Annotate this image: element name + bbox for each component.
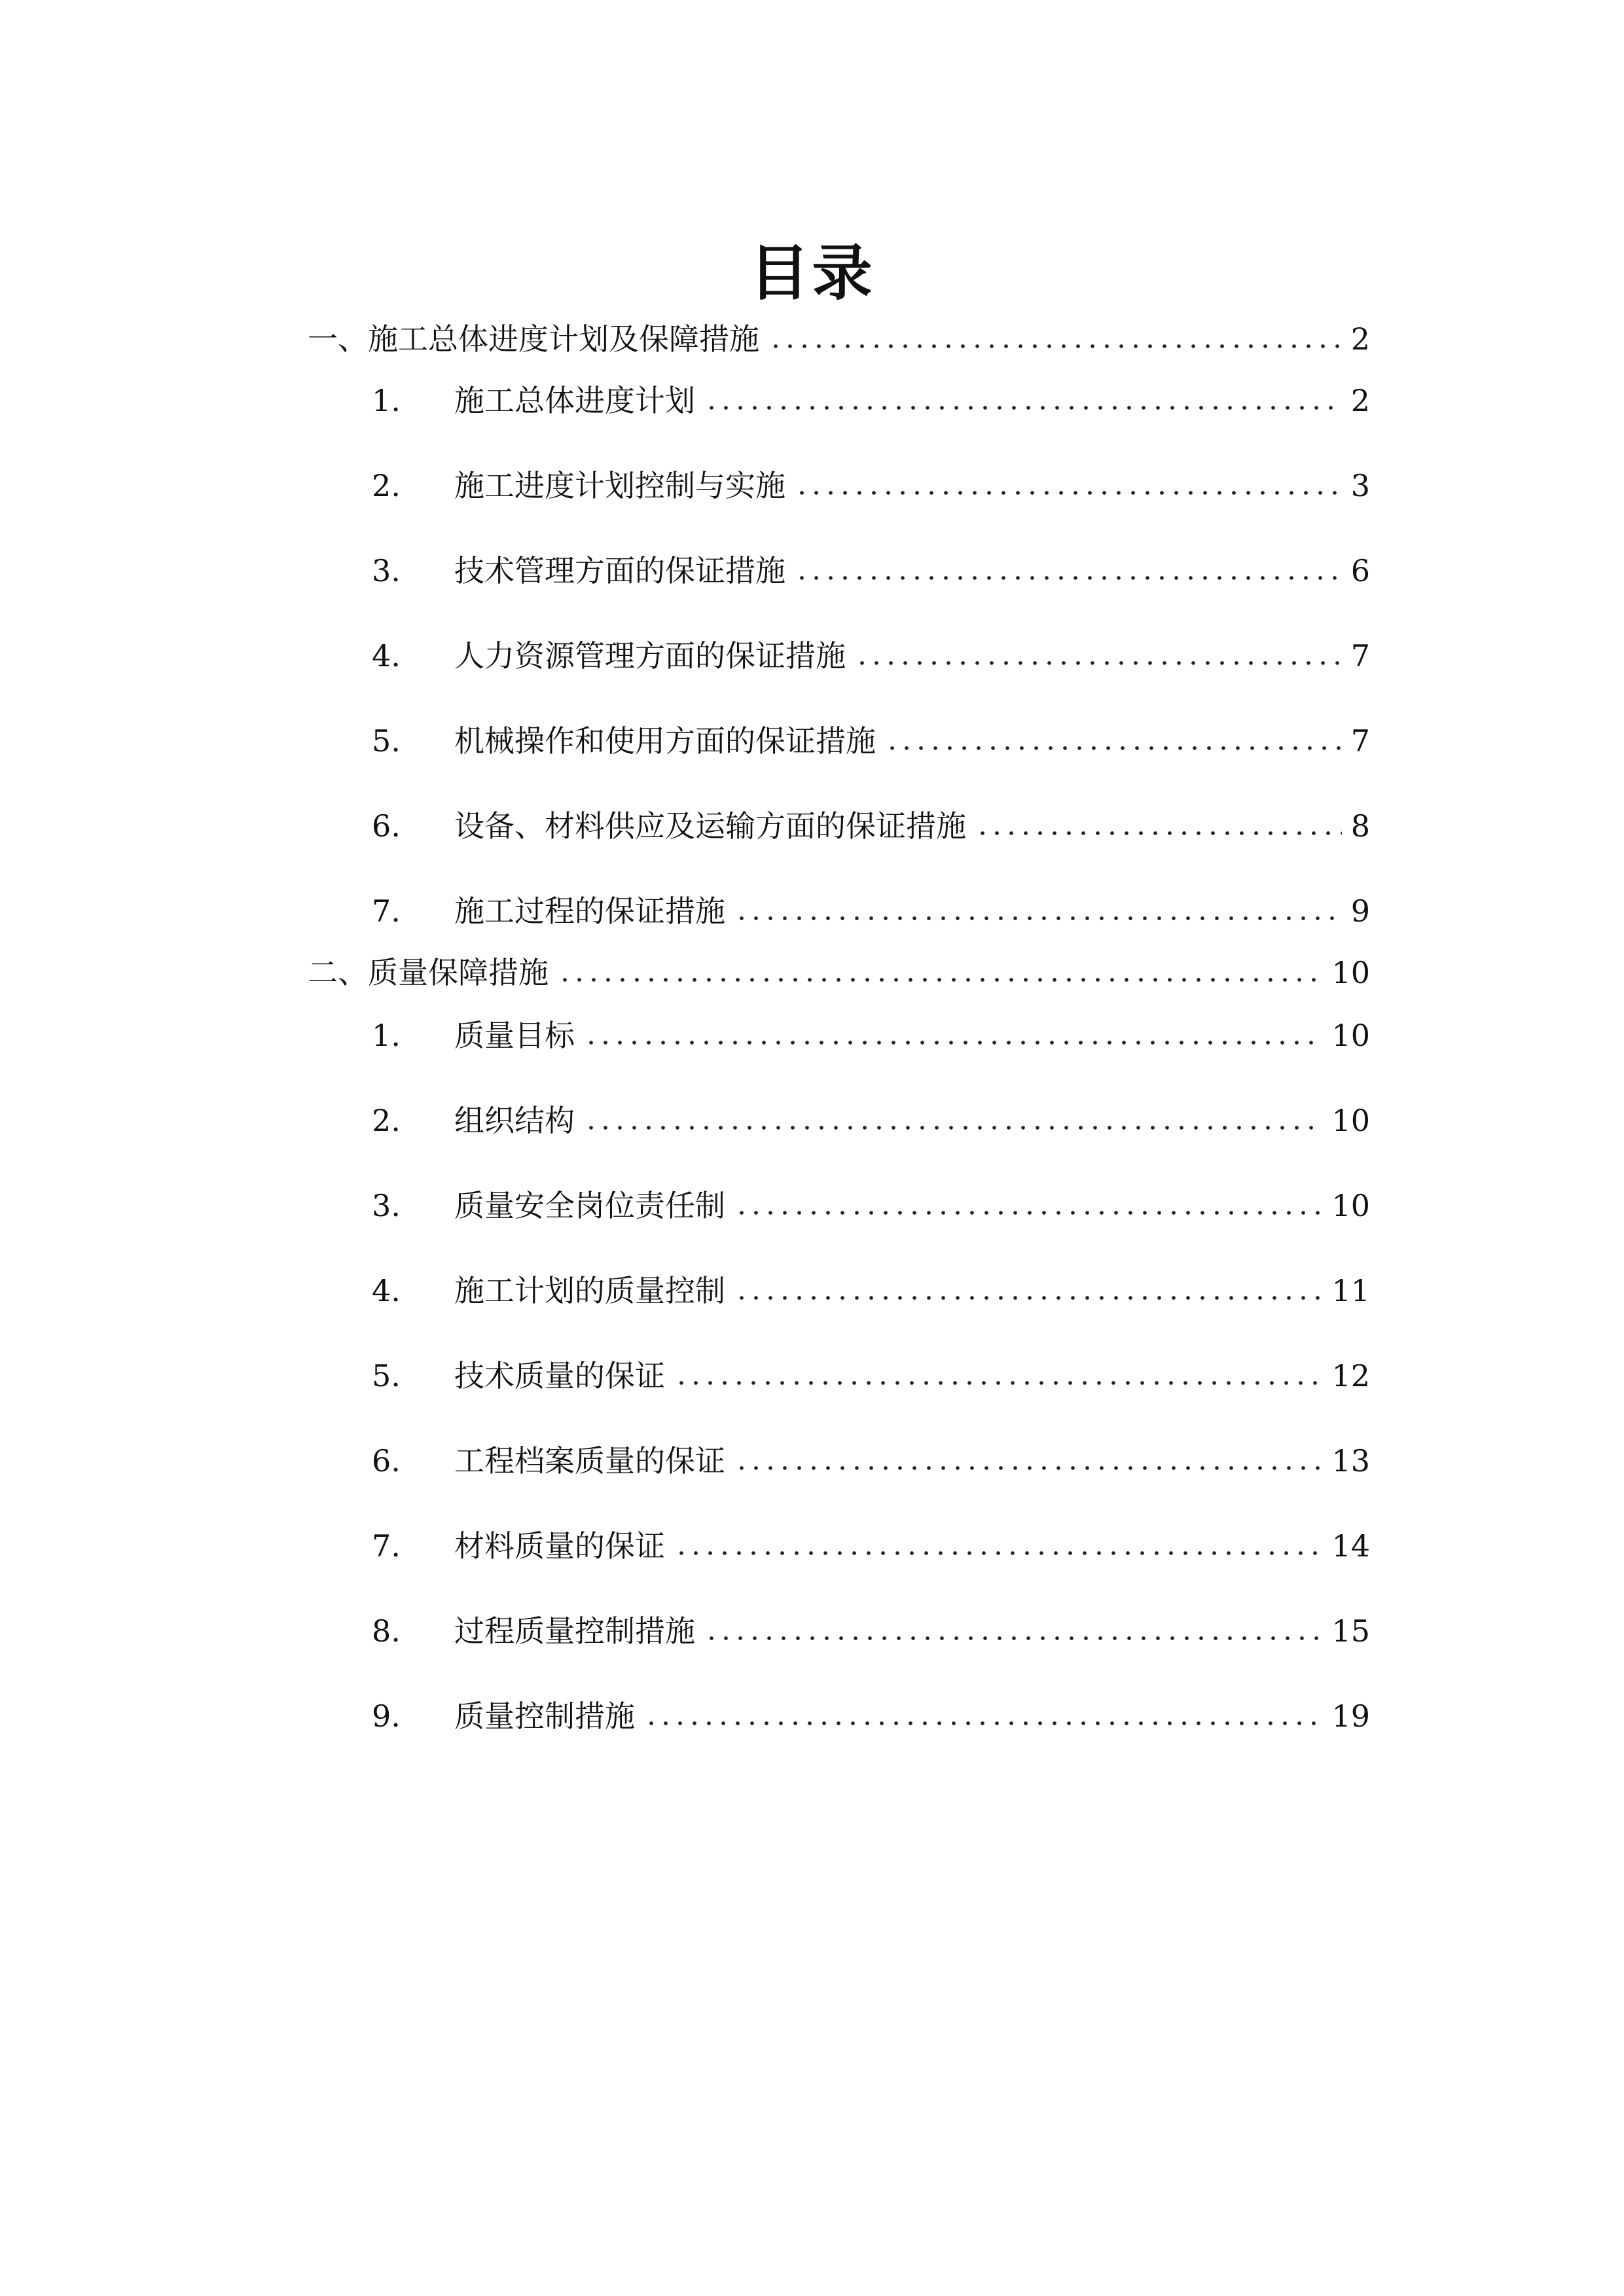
toc-entry-2-8[interactable]: [372, 1606, 1370, 1651]
dot-leader: [734, 1210, 1322, 1216]
toc-entry-page: 10: [1331, 1018, 1370, 1053]
toc-entry-1-4[interactable]: [372, 631, 1370, 675]
toc-entry-label: 二、质量保障措施: [308, 955, 549, 990]
dot-leader: [644, 1720, 1322, 1727]
toc-entry-label: 材料质量的保证: [454, 1528, 665, 1564]
dot-leader: [734, 1295, 1322, 1301]
toc-entry-page: 3: [1350, 468, 1370, 503]
toc-entry-number: 6.: [372, 808, 401, 844]
toc-entry-page: 12: [1331, 1358, 1370, 1393]
toc-entry-number: 3.: [372, 1188, 401, 1223]
dot-leader: [734, 1465, 1322, 1471]
toc-entry-number: 8.: [372, 1613, 401, 1649]
toc-entry-number: 5.: [372, 723, 401, 759]
dot-leader: [704, 404, 1342, 411]
toc-entry-2-5[interactable]: [372, 1351, 1370, 1395]
dot-leader: [855, 660, 1342, 666]
toc-entry-page: 19: [1331, 1698, 1370, 1734]
toc-entry-label: 质量控制措施: [454, 1698, 635, 1734]
toc-entry-2-1[interactable]: [372, 1011, 1370, 1055]
toc-entry-label: 技术管理方面的保证措施: [454, 553, 785, 588]
dot-leader: [584, 1039, 1322, 1046]
toc-entry-2-6[interactable]: [372, 1436, 1370, 1480]
dot-leader: [734, 915, 1342, 922]
toc-entry-number: 6.: [372, 1443, 401, 1479]
toc-entry-2-4[interactable]: [372, 1266, 1370, 1310]
dot-leader: [704, 1635, 1322, 1641]
dot-leader: [795, 490, 1342, 496]
dot-leader: [674, 1550, 1322, 1556]
toc-entry-1-5[interactable]: [372, 716, 1370, 761]
toc-entry-page: 7: [1350, 723, 1370, 759]
toc-entry-label: 人力资源管理方面的保证措施: [454, 638, 846, 673]
toc-entry-number: 2.: [372, 468, 401, 503]
toc-entry-page: 2: [1350, 383, 1370, 418]
toc-entry-page: 2: [1350, 321, 1370, 357]
toc-entry-page: 10: [1331, 1103, 1370, 1138]
toc-entry-page: 13: [1331, 1443, 1370, 1479]
toc-entry-section-1[interactable]: [308, 314, 1370, 359]
toc-entry-number: 4.: [372, 1273, 401, 1308]
toc-entry-label: 过程质量控制措施: [454, 1613, 695, 1649]
toc-entry-label: 技术质量的保证: [454, 1358, 665, 1393]
toc-entry-1-7[interactable]: [372, 886, 1370, 931]
toc-entry-1-3[interactable]: [372, 546, 1370, 590]
dot-leader: [975, 830, 1342, 836]
toc-entry-label: 设备、材料供应及运输方面的保证措施: [454, 808, 966, 844]
toc-entry-page: 8: [1350, 808, 1370, 844]
toc-entry-number: 1.: [372, 1018, 401, 1053]
toc-entry-section-2[interactable]: [308, 948, 1370, 992]
toc-entry-page: 7: [1350, 638, 1370, 673]
dot-leader: [768, 343, 1342, 350]
toc-entry-2-3[interactable]: [372, 1181, 1370, 1225]
dot-leader: [795, 575, 1342, 581]
toc-entry-label: 质量安全岗位责任制: [454, 1188, 725, 1223]
toc-entry-label: 施工总体进度计划: [454, 383, 695, 418]
toc-entry-label: 一、施工总体进度计划及保障措施: [308, 321, 759, 357]
toc-entry-1-6[interactable]: [372, 801, 1370, 846]
toc-entry-number: 9.: [372, 1698, 401, 1734]
toc-entry-2-2[interactable]: [372, 1096, 1370, 1140]
toc-entry-page: 6: [1350, 553, 1370, 588]
toc-entry-page: 14: [1331, 1528, 1370, 1564]
toc-entry-number: 7.: [372, 1528, 401, 1564]
toc-entry-1-1[interactable]: [372, 376, 1370, 420]
toc-entry-number: 5.: [372, 1358, 401, 1393]
toc-entry-page: 9: [1350, 893, 1370, 929]
toc-entry-page: 10: [1331, 1188, 1370, 1223]
toc-entry-number: 2.: [372, 1103, 401, 1138]
toc-entry-label: 施工计划的质量控制: [454, 1273, 725, 1308]
dot-leader: [674, 1380, 1322, 1386]
dot-leader: [584, 1124, 1322, 1131]
toc-entry-1-2[interactable]: [372, 461, 1370, 505]
toc-entry-label: 工程档案质量的保证: [454, 1443, 725, 1479]
toc-entry-number: 4.: [372, 638, 401, 673]
toc-entry-label: 组织结构: [454, 1103, 575, 1138]
toc-entry-page: 11: [1331, 1273, 1370, 1308]
toc-entry-number: 1.: [372, 383, 401, 418]
toc-entry-label: 机械操作和使用方面的保证措施: [454, 723, 876, 759]
toc-entry-2-7[interactable]: [372, 1521, 1370, 1566]
page-title: 目录: [749, 238, 875, 308]
toc-entry-number: 3.: [372, 553, 401, 588]
toc-entry-page: 15: [1331, 1613, 1370, 1649]
toc-entry-2-9[interactable]: [372, 1691, 1370, 1736]
toc-entry-label: 质量目标: [454, 1018, 575, 1053]
toc-entry-label: 施工过程的保证措施: [454, 893, 725, 929]
toc-entry-label: 施工进度计划控制与实施: [454, 468, 785, 503]
toc-entry-page: 10: [1331, 955, 1370, 990]
toc-entry-number: 7.: [372, 893, 401, 929]
dot-leader: [885, 745, 1342, 751]
dot-leader: [558, 977, 1322, 983]
